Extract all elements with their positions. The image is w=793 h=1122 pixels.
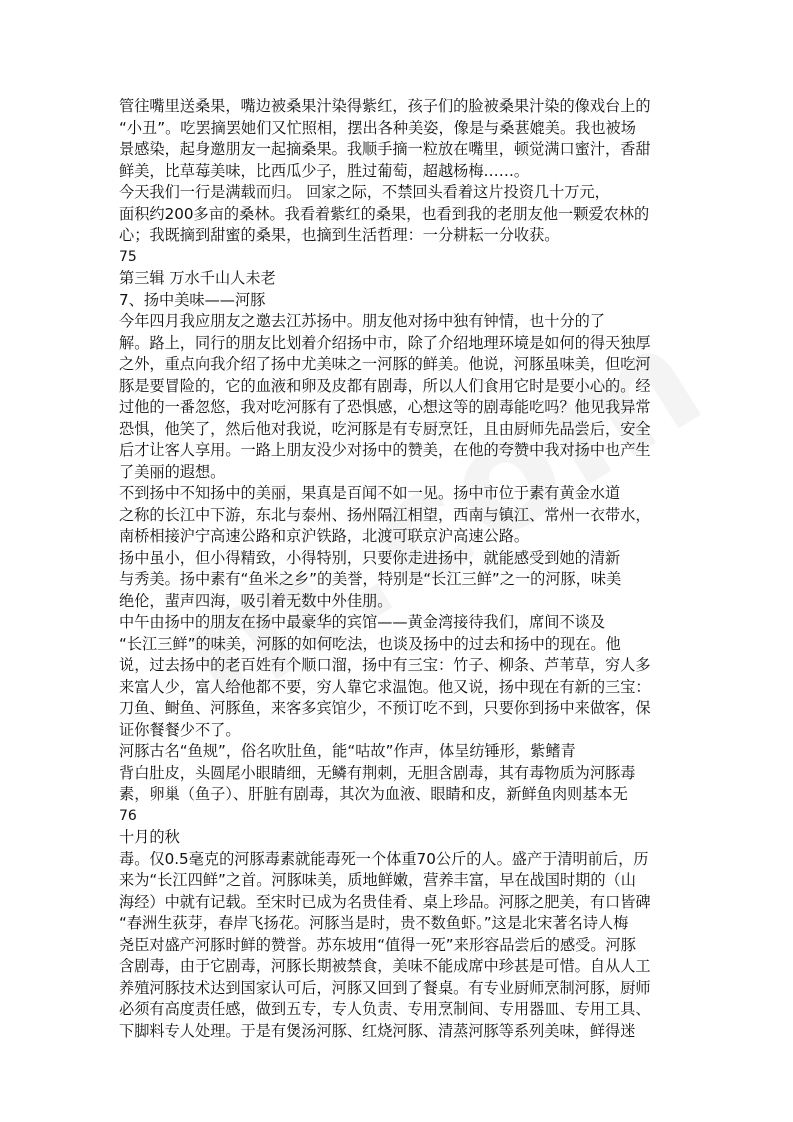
text-line: 背白肚皮，头圆尾小眼睛细，无鳞有荆刺，无胆含剧毒，其有毒物质为河豚毒 bbox=[119, 763, 636, 782]
text-line: 河豚古名“鱼规”，俗名吹肚鱼，能“咕故”作声，体呈纺锤形，紫鳍青 bbox=[119, 742, 576, 760]
page-number: 75 bbox=[119, 248, 137, 265]
text-line: 必须有高度责任感，做到五专，专人负责、专用烹制间、专用器皿、专用工具、 bbox=[119, 1000, 651, 1018]
text-line: 含剧毒，由于它剧毒，河豚长期被禁食，美味不能成席中珍甚是可惜。自从人工 bbox=[119, 957, 651, 975]
text-line: 景感染，起身邀朋友一起摘桑果。我顺手摘一粒放在嘴里，顿觉满口蜜汁，香甜 bbox=[119, 140, 651, 158]
text-line: 今年四月我应朋友之邀去江苏扬中。朋友他对扬中独有钟情，也十分的了 bbox=[119, 312, 605, 330]
text-line: 面积约200多亩的桑林。我看着紫红的桑果，也看到我的老朋友他一颗爱农林的 bbox=[119, 204, 650, 223]
text-line: 下脚料专人处理。于是有煲汤河豚、红烧河豚、清蒸河豚等系列美味，鲜得迷 bbox=[119, 1021, 636, 1040]
text-line: 尧臣对盛产河豚时鲜的赞誉。苏东坡用“值得一死”来形容品尝后的感受。河豚 bbox=[119, 935, 636, 954]
body-text bbox=[119, 96, 679, 1042]
text-line: 中午由扬中的朋友在扬中最豪华的宾馆——黄金湾接待我们，席间不谈及 bbox=[119, 613, 605, 631]
text-line: 海经）中就有记载。至宋时已成为名贵佳肴、桌上珍品。河豚之肥美，有口皆碑 bbox=[119, 892, 651, 911]
text-line: 来富人少，富人给他都不要，穷人靠它求温饱。他又说，扬中现在有新的三宝： bbox=[119, 677, 651, 696]
text-line: 毒。仅0.5毫克的河豚毒素就能毒死一个体重70公斤的人。盛产于清明前后，历 bbox=[119, 849, 649, 868]
text-line: 之称的长江中下游，东北与泰州、扬州隔江相望，西南与镇江、常州一衣带水， bbox=[119, 505, 651, 524]
text-line: 解。路上，同行的朋友比划着介绍扬中市，除了介绍地理环境是如何的得天独厚 bbox=[119, 333, 651, 352]
text-line: 素，卵巢（鱼子）、肝脏有剧毒，其次为血液、眼睛和皮，新鲜鱼肉则基本无 bbox=[119, 785, 628, 803]
text-line: 今天我们一行是满载而归。 回家之际，不禁回头看着这片投资几十万元， bbox=[119, 183, 610, 201]
text-line: 不到扬中不知扬中的美丽，果真是百闻不如一见。扬中市位于素有黄金水道 bbox=[119, 484, 621, 502]
text-line: 来为“长江四鲜”之首。河豚味美，质地鲜嫩，营养丰富，早在战国时期的（山 bbox=[119, 871, 636, 889]
text-line: 过他的一番忽悠，我对吃河豚有了恐惧感，心想这等的剧毒能吃吗？他见我异常 bbox=[119, 398, 651, 416]
text-line: 后才让客人享用。一路上朋友没少对扬中的赞美，在他的夸赞中我对扬中也产生 bbox=[119, 441, 651, 459]
text-line: 南桥相接沪宁高速公路和京沪铁路，北渡可联京沪高速公路。 bbox=[119, 527, 530, 545]
text-line: 恐惧，他笑了，然后他对我说，吃河豚是有专厨烹饪，且由厨师先品尝后，安全 bbox=[119, 419, 651, 438]
text-line: 之外，重点向我介绍了扬中尤美味之一河豚的鲜美。他说，河豚虽味美，但吃河 bbox=[119, 355, 651, 373]
text-line: 第三辑 万水千山人未老 bbox=[119, 269, 276, 287]
text-line: 绝伦，蜚声四海，吸引着无数中外佳朋。 bbox=[119, 591, 393, 610]
text-line: 扬中虽小，但小得精致，小得特别，只要你走进扬中，就能感受到她的清新 bbox=[119, 548, 621, 567]
text-line: “春洲生荻芽，春岸飞扬花。河豚当是时，贵不数鱼虾。”这是北宋著名诗人梅 bbox=[119, 914, 629, 932]
text-line: 说，过去扬中的老百姓有个顺口溜，扬中有三宝：竹子、柳条、芦苇草，穷人多 bbox=[119, 656, 651, 674]
text-line: 刀鱼、鲥鱼、河豚鱼，来客多宾馆少，不预订吃不到，只要你到扬中来做客，保 bbox=[119, 699, 651, 717]
text-line: “小丑”。吃罢摘罢她们又忙照相，摆出各种美姿，像是与桑葚媲美。我也被场 bbox=[119, 118, 636, 137]
text-line: 7、扬中美味——河豚 bbox=[119, 290, 266, 309]
text-line: 证你餐餐少不了。 bbox=[119, 720, 241, 739]
text-line: 与秀美。扬中素有“鱼米之乡”的美誉，特别是“长江三鲜”之一的河豚，味美 bbox=[119, 570, 622, 588]
text-line: 管往嘴里送桑果，嘴边被桑果汁染得紫红，孩子们的脸被桑果汁染的像戏台上的 bbox=[119, 97, 651, 115]
text-line: 豚是要冒险的，它的血液和卵及皮都有剧毒，所以人们食用它时是要小心的。经 bbox=[119, 376, 651, 395]
text-line: 了美丽的遐想。 bbox=[119, 462, 226, 481]
text-line: 养殖河豚技术达到国家认可后，河豚又回到了餐桌。有专业厨师烹制河豚，厨师 bbox=[119, 978, 651, 997]
text-line: 十月的秋 bbox=[119, 828, 180, 846]
text-line: 鲜美，比草莓美味，比西瓜少子，胜过葡萄，超越杨梅……。 bbox=[119, 161, 530, 180]
text-line: 心；我既摘到甜蜜的桑果，也摘到生活哲理：一分耕耘一分收获。 bbox=[119, 226, 560, 244]
page-number: 76 bbox=[119, 807, 137, 824]
text-line: “长江三鲜”的味美，河豚的如何吃法，也谈及扬中的过去和扬中的现在。他 bbox=[119, 634, 621, 653]
